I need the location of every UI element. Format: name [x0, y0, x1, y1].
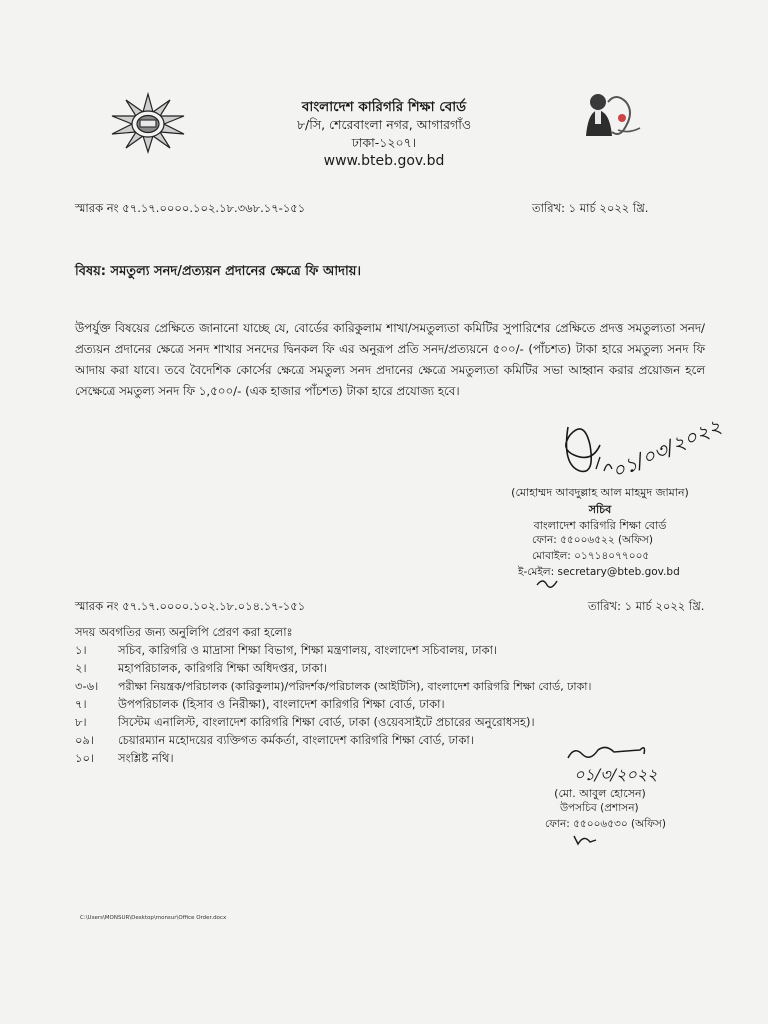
signatory1-name: (মোহাম্মদ আবদুল্লাহ আল মাহমুদ জামান): [511, 486, 689, 499]
memo2-ref-no: স্মারক নং ৫৭.১৭.০০০০.১০২.১৮.০১৪.১৭-১৫১: [75, 599, 306, 613]
signature-secretary: [540, 405, 730, 485]
memo2-date: তারিখ: ১ মার্চ ২০২২ খ্রি.: [588, 599, 705, 613]
cc-item-text: পরীক্ষা নিয়ন্ত্রক/পরিচালক (কারিকুলাম)/পরিদর্শক/পরিচালক (আইটিসি), বাংলাদেশ কারিগরি শিক্ষা বোর্ড, ঢাকা।: [118, 680, 592, 693]
body-paragraph: উপর্যুক্ত বিষয়ের প্রেক্ষিতে জানানো যাচ্ছে যে, বোর্ডের কারিকুলাম শাখা/সমতুল্যতা কমিটির সুপারিশের প্রেক্ষিতে প্রদত্ত সমতুল্যতা সনদ/প্রত্যয়ন প্রদানের ক্ষেত্রে সনদ শাখার সনদের দ্বিনকল ফি এর অনুরূপ প্রতি সনদ/প্রত্যয়নে ৫০০/- (পাঁচশত) টাকা হারে সমতুল্য সনদ ফি আদায় করা যাবে। তবে বৈদেশিক কোর্সের ক্ষেত্রে সমতুল্য সনদ প্রদানের ক্ষেত্রে সমতুল্যতা কমিটির সভা আহ্বান করার প্রয়োজন হলে সেক্ষেত্রে সমতুল্য সনদ ফি ১,৫০০/- (এক হাজার পাঁচশত) টাকা হারে প্রযোজ্য হবে।: [75, 321, 705, 398]
signatory1-org: বাংলাদেশ কারিগরি শিক্ষা বোর্ড: [533, 519, 667, 532]
svg-text:০১/০৩/২০২২: ০১/০৩/২০২২: [607, 413, 726, 484]
cc-item-number: ৮।: [75, 715, 87, 729]
signatory2-designation: উপসচিব (প্রশাসন): [560, 802, 639, 814]
cc-item-text: উপপরিচালক (হিসাব ও নিরীক্ষা), বাংলাদেশ কারিগরি শিক্ষা বোর্ড, ঢাকা।: [118, 697, 445, 711]
signatory2-phone: ফোন: ৫৫০০৬৫৩০ (অফিস): [545, 818, 666, 830]
initial-mark-1: [535, 575, 565, 591]
org-address-line1: ৮/সি, শেরেবাংলা নগর, আগারগাঁও: [296, 117, 472, 132]
signatory1-email: ই-মেইল: secretary@bteb.gov.bd: [518, 566, 680, 578]
cc-intro: সদয় অবগতির জন্য অনুলিপি প্রেরণ করা হলোঃ: [75, 625, 293, 639]
cc-item-number: ২।: [75, 661, 87, 675]
org-website: www.bteb.gov.bd: [323, 153, 445, 169]
memo-date: তারিখ: ১ মার্চ ২০২২ খ্রি.: [532, 201, 649, 215]
cc-item-text: সংশ্লিষ্ট নথি।: [118, 751, 174, 765]
cc-item-number: ৭।: [75, 697, 87, 711]
signatory1-phone: ফোন: ৫৫০০৬৫২২ (অফিস): [532, 534, 653, 546]
svg-text:০১/৩/২০২২: ০১/৩/২০২২: [574, 765, 658, 784]
cc-item-number: ৩-৬।: [75, 679, 99, 693]
cc-item-number: ১।: [75, 643, 87, 657]
cc-item-number: ১০।: [75, 751, 95, 765]
cc-item-text: সিস্টেম এনালিস্ট, বাংলাদেশ কারিগরি শিক্ষা বোর্ড, ঢাকা (ওয়েবসাইটে প্রচারের অনুরোধসহ)।: [118, 715, 535, 729]
org-address-line2: ঢাকা-১২০৭।: [351, 135, 417, 150]
signatory2-name: (মো. আবুল হোসেন): [554, 787, 646, 800]
cc-item-number: ০৯।: [75, 733, 95, 747]
memo-ref-no: স্মারক নং ৫৭.১৭.০০০০.১০২.১৮.৩৬৮.১৭-১৫১: [75, 201, 306, 215]
cc-item-text: চেয়ারম্যান মহোদয়ের ব্যক্তিগত কর্মকর্তা, বাংলাদেশ কারিগরি শিক্ষা বোর্ড, ঢাকা।: [118, 733, 474, 747]
cc-item-text: মহাপরিচালক, কারিগরি শিক্ষা অধিদপ্তর, ঢাকা।: [118, 661, 328, 675]
initial-mark-2: [572, 832, 598, 848]
org-name: বাংলাদেশ কারিগরি শিক্ষা বোর্ড: [301, 99, 467, 115]
subject-line: বিষয়: সমতুল্য সনদ/প্রত্যয়ন প্রদানের ক্ষেত্রে ফি আদায়।: [75, 264, 362, 279]
cc-item-text: সচিব, কারিগরি ও মাদ্রাসা শিক্ষা বিভাগ, শিক্ষা মন্ত্রণালয়, বাংলাদেশ সচিবালয়, ঢাকা।: [118, 643, 498, 657]
signatory1-designation: সচিব: [588, 503, 612, 516]
footer-file-path: C:\Users\MONSUR\Desktop\monsur\Office Order.docx: [80, 915, 227, 921]
signature-deputy-secretary: [560, 740, 710, 785]
signatory1-mobile: মোবাইল: ০১৭১৪০৭৭০০৫: [532, 550, 650, 562]
